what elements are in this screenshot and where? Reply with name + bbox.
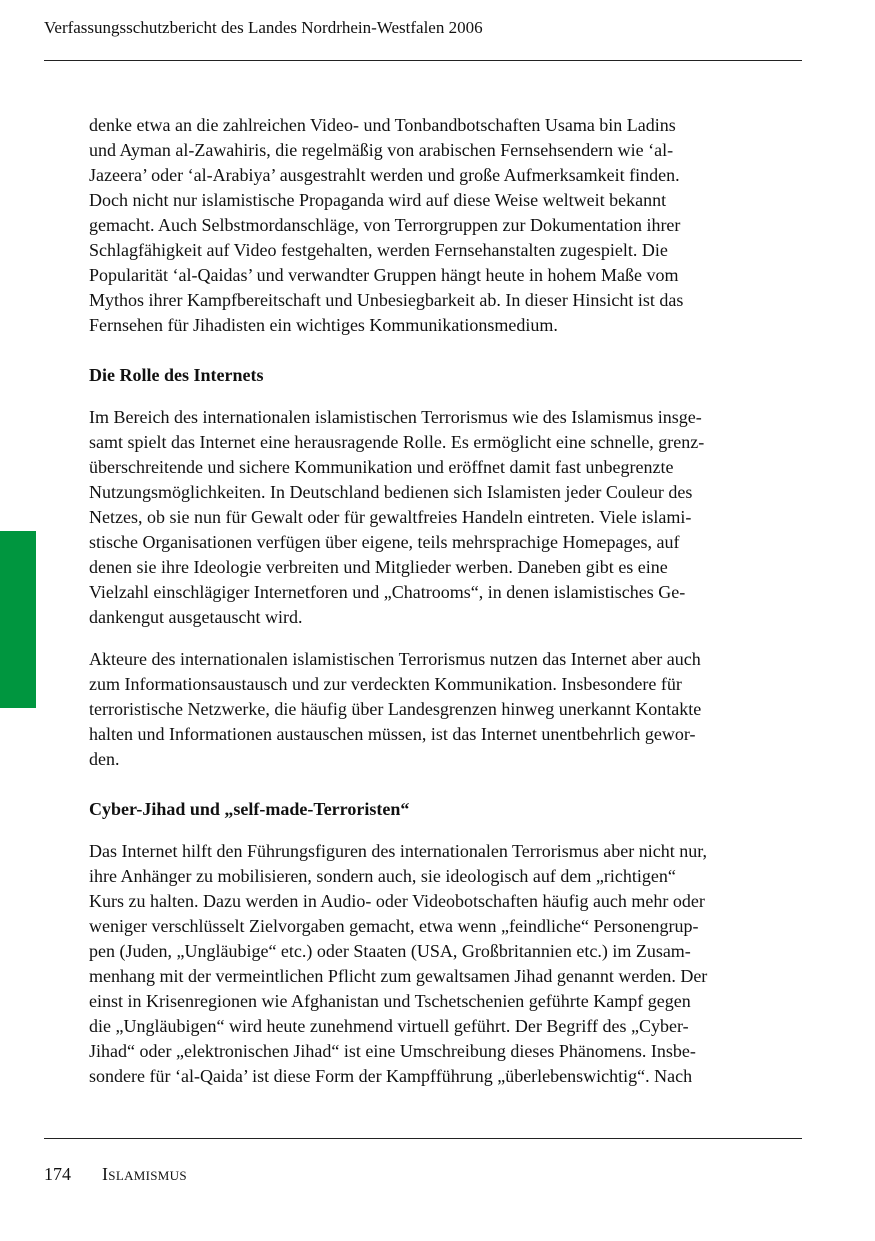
text-line: Vielzahl einschlägiger Internetforen und „Chatrooms“, in denen islamistisches Ge- (89, 582, 686, 602)
text-line: pen (Juden, „Ungläubige“ etc.) oder Staaten (USA, Großbritannien etc.) im Zusam- (89, 941, 691, 961)
text-line: Jihad“ oder „elektronischen Jihad“ ist eine Umschreibung dieses Phänomens. Insbe- (89, 1041, 696, 1061)
text-line: Popularität ‘al-Qaidas’ und verwandter Gruppen hängt heute in hohem Maße vom (89, 265, 679, 285)
text-line: Fernsehen für Jihadisten ein wichtiges Kommunikationsmedium. (89, 315, 558, 335)
text-line: stische Organisationen verfügen über eigene, teils mehrsprachige Homepages, auf (89, 532, 680, 552)
text-line: denen sie ihre Ideologie verbreiten und Mitglieder werben. Daneben gibt es eine (89, 557, 668, 577)
section-heading-internet: Die Rolle des Internets (89, 365, 264, 385)
section-marker-tab (0, 531, 36, 708)
text-line: Im Bereich des internationalen islamistischen Terrorismus wie des Islamismus insge- (89, 407, 702, 427)
paragraph-cyber-jihad (89, 839, 802, 1089)
page-footer (44, 1163, 187, 1185)
paragraph-television-propaganda (89, 113, 802, 338)
text-line: Schlagfähigkeit auf Video festgehalten, werden Fernsehanstalten zugespielt. Die (89, 240, 668, 260)
text-line: Kurs zu halten. Dazu werden in Audio- oder Videobotschaften häufig auch mehr oder (89, 891, 705, 911)
text-line: einst in Krisenregionen wie Afghanistan und Tschetschenien geführte Kampf gegen (89, 991, 691, 1011)
paragraph-role-of-internet (89, 405, 802, 630)
text-line: weniger verschlüsselt Zielvorgaben gemacht, etwa wenn „feindliche“ Personengrup- (89, 916, 699, 936)
section-heading-cyber-jihad: Cyber-Jihad und „self-made-Terroristen“ (89, 799, 410, 819)
footer-divider (44, 1138, 802, 1139)
text-line: überschreitende und sichere Kommunikation und eröffnet damit fast unbegrenzte (89, 457, 674, 477)
text-line: ihre Anhänger zu mobilisieren, sondern auch, sie ideologisch auf dem „richtigen“ (89, 866, 676, 886)
text-line: Nutzungsmöglichkeiten. In Deutschland bedienen sich Islamisten jeder Couleur des (89, 482, 693, 502)
text-line: menhang mit der vermeintlichen Pflicht zum gewaltsamen Jihad genannt werden. Der (89, 966, 708, 986)
text-line: samt spielt das Internet eine herausragende Rolle. Es ermöglicht eine schnelle, grenz- (89, 432, 705, 452)
text-line: Doch nicht nur islamistische Propaganda wird auf diese Weise weltweit bekannt (89, 190, 667, 210)
paragraph-information-exchange (89, 647, 802, 772)
text-line: halten und Informationen austauschen müssen, ist das Internet unentbehrlich gewor- (89, 724, 696, 744)
text-line: denke etwa an die zahlreichen Video- und Tonbandbotschaften Usama bin Ladins (89, 115, 676, 135)
text-line: terroristische Netzwerke, die häufig über Landesgrenzen hinweg unerkannt Kontakte (89, 699, 702, 719)
text-line: dankengut ausgetauscht wird. (89, 607, 303, 627)
text-line: die „Ungläubigen“ wird heute zunehmend virtuell geführt. Der Begriff des „Cyber- (89, 1016, 689, 1036)
text-line: Akteure des internationalen islamistischen Terrorismus nutzen das Internet aber auch (89, 649, 701, 669)
text-line: den. (89, 749, 120, 769)
text-line: Jazeera’ oder ‘al-Arabiya’ ausgestrahlt werden und große Aufmerksamkeit finden. (89, 165, 680, 185)
text-line: sondere für ‘al-Qaida’ ist diese Form der Kampfführung „überlebenswichtig“. Nach (89, 1066, 693, 1086)
text-line: und Ayman al-Zawahiris, die regelmäßig von arabischen Fernsehsendern wie ‘al- (89, 140, 674, 160)
page-number: 174 (44, 1164, 71, 1184)
text-line: Netzes, ob sie nun für Gewalt oder für gewaltfreies Handeln eintreten. Viele islami- (89, 507, 692, 527)
text-line: Das Internet hilft den Führungsfiguren des internationalen Terrorismus aber nicht nur, (89, 841, 708, 861)
text-line: zum Informationsaustausch und zur verdeckten Kommunikation. Insbesondere für (89, 674, 682, 694)
text-line: Mythos ihrer Kampfbereitschaft und Unbesiegbarkeit ab. In dieser Hinsicht ist das (89, 290, 684, 310)
text-line: gemacht. Auch Selbstmordanschläge, von Terrorgruppen zur Dokumentation ihrer (89, 215, 681, 235)
page-header-title: Verfassungsschutzbericht des Landes Nordrhein-Westfalen 2006 (44, 18, 483, 37)
page-body (89, 113, 802, 1089)
header-divider (44, 60, 802, 61)
footer-section-name: Islamismus (102, 1164, 187, 1184)
